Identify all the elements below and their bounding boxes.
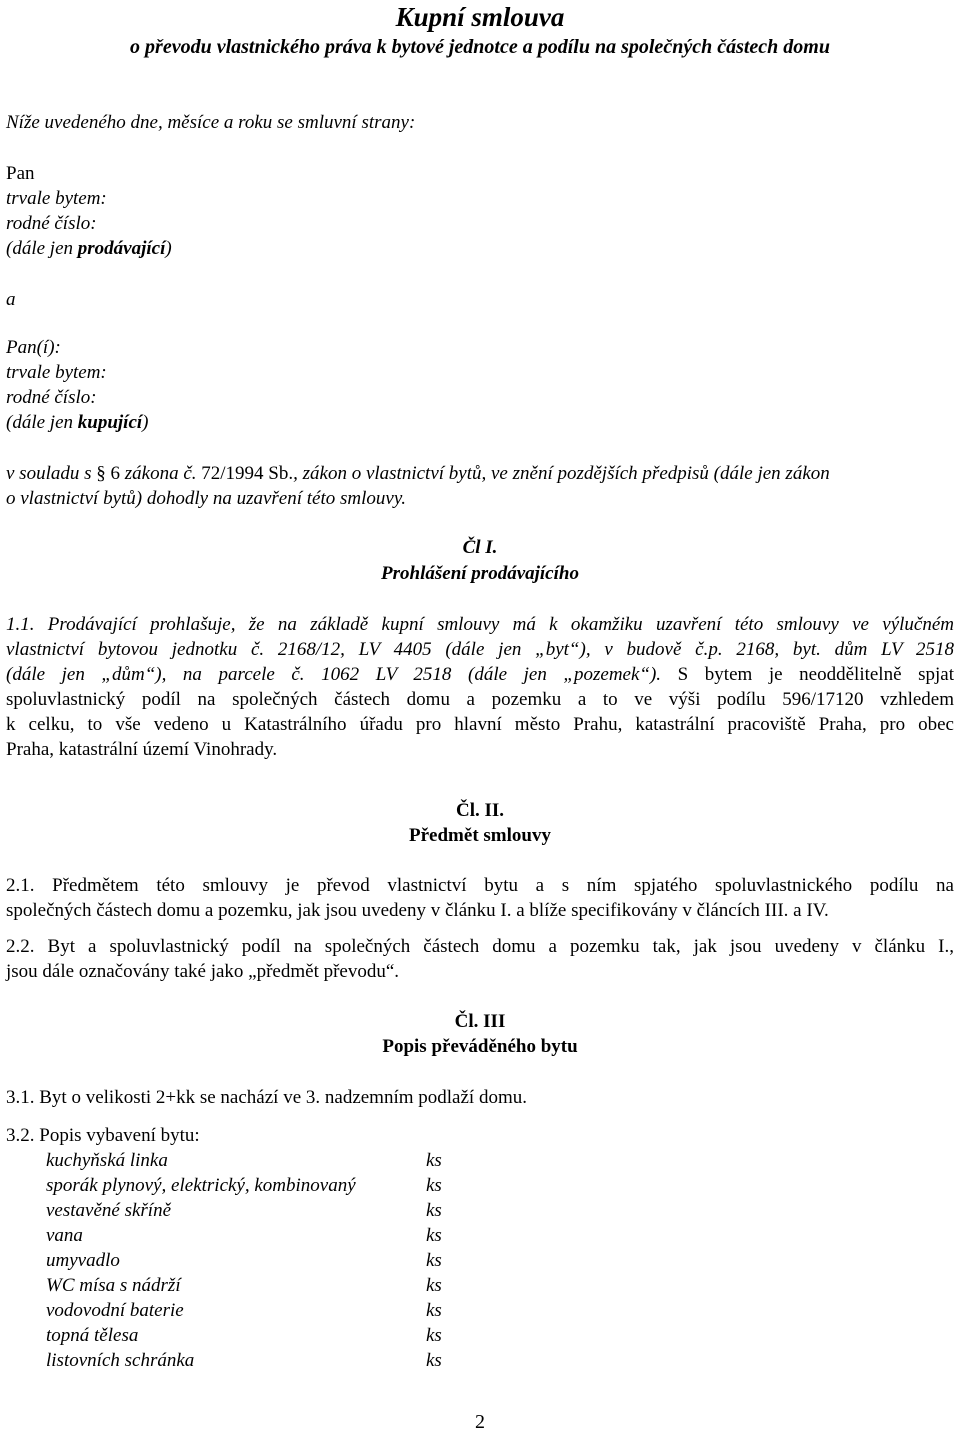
title-block: [6, 2, 954, 60]
article-2-paragraph-2: [6, 934, 954, 984]
paragraph-line: [6, 662, 954, 687]
seller-block: [6, 161, 954, 261]
equipment-unit: ks: [426, 1350, 442, 1371]
article-1-heading: Čl I.: [462, 537, 498, 558]
paragraph-line: k celku, to vše vedeno u Katastrálního úřadu pro hlavní město Prahu, katastrální pracoviště Praha, pro obec: [6, 714, 954, 735]
paragraph-line: společných částech domu a pozemku, jak jsou uvedeny v článku I. a blíže specifikovány v článcích III. a IV.: [6, 900, 829, 921]
article-1-subheading: Prohlášení prodávajícího: [381, 563, 579, 584]
seller-line: trvale bytem:: [6, 188, 107, 209]
list-item: [46, 1273, 466, 1298]
document-subtitle: o převodu vlastnického práva k bytové jednotce a podílu na společných částech domu: [130, 36, 830, 58]
equipment-name: vestavěné skříně: [46, 1200, 172, 1221]
and-text: a: [6, 289, 16, 310]
text-run: S bytem je neoddělitelně spjat: [661, 664, 954, 685]
paragraph-line: vlastnictví bytovou jednotku č. 2168/12, LV 4405 (dále jen „byt“), v budově č.p. 2168, byt. dům LV 2518: [6, 639, 954, 660]
paragraph-line: spoluvlastnický podíl na společných částech domu a pozemku a to ve výši podílu 596/17120 vzhledem: [6, 689, 954, 710]
equipment-unit: ks: [426, 1325, 442, 1346]
equipment-name: vodovodní baterie: [46, 1300, 184, 1321]
list-item: [46, 1148, 466, 1173]
list-item: [46, 1198, 466, 1223]
article-3-paragraph-1: 3.1. Byt o velikosti 2+kk se nachází ve 3. nadzemním podlaží domu.: [6, 1087, 527, 1108]
intro-text: Níže uvedeného dne, měsíce a roku se smluvní strany:: [6, 112, 416, 133]
article-2-subheading: Předmět smlouvy: [409, 825, 551, 846]
role-prefix: (dále jen: [6, 238, 78, 259]
equipment-name: topná tělesa: [46, 1325, 139, 1346]
equipment-unit: ks: [426, 1250, 442, 1271]
text-run: 6: [105, 463, 125, 484]
agreement-line: o vlastnictví bytů) dohodly na uzavření této smlouvy.: [6, 488, 406, 509]
seller-line: Pan: [6, 163, 35, 184]
seller-line: rodné číslo:: [6, 213, 97, 234]
role-suffix: ): [142, 412, 149, 433]
list-item: [46, 1248, 466, 1273]
agreement-paragraph: [6, 461, 954, 511]
buyer-block: [6, 335, 954, 435]
paragraph-line: 2.2. Byt a spoluvlastnický podíl na společných částech domu a pozemku tak, jak jsou uvedeny v článku I.,: [6, 936, 954, 957]
article-3-heading: Čl. III: [454, 1011, 506, 1032]
agreement-line: [6, 461, 954, 486]
role-name: prodávající: [77, 238, 166, 259]
paragraph-line: jsou dále označovány také jako „předmět převodu“.: [6, 961, 400, 982]
equipment-name: listovních schránka: [46, 1350, 195, 1371]
list-item: [46, 1323, 466, 1348]
equipment-name: umyvadlo: [46, 1250, 120, 1271]
article-2-heading: Čl. II.: [455, 800, 505, 821]
document-title: Kupní smlouva: [395, 2, 565, 32]
buyer-line: trvale bytem:: [6, 362, 107, 383]
equipment-unit: ks: [426, 1275, 442, 1296]
equipment-unit: ks: [426, 1175, 442, 1196]
equipment-unit: ks: [426, 1150, 442, 1171]
paragraph-line: 1.1. Prodávající prohlašuje, že na základě kupní smlouvy má k okamžiku uzavření této smlouvy ve výlučném: [6, 614, 954, 635]
text-run: zákona č.: [124, 463, 202, 484]
equipment-name: sporák plynový, elektrický, kombinovaný: [46, 1175, 356, 1196]
text-run: , zákon o vlastnictví bytů, ve znění pozdějších předpisů (dále jen zákon: [293, 463, 830, 484]
list-item: [46, 1298, 466, 1323]
article-3-subheading: Popis převáděného bytu: [382, 1036, 578, 1057]
equipment-unit: ks: [426, 1200, 442, 1221]
buyer-line: Pan(í):: [6, 337, 61, 358]
list-item: [46, 1348, 466, 1373]
paragraph-line: 2.1. Předmětem této smlouvy je převod vlastnictví bytu a s ním spjatého spoluvlastnického podílu na: [6, 875, 954, 896]
text-run: 72/1994 Sb.: [201, 463, 294, 484]
article-1-paragraph: [6, 612, 954, 762]
role-name: kupující: [77, 412, 143, 433]
text-run: v souladu s: [6, 463, 97, 484]
article-3-paragraph-2: 3.2. Popis vybavení bytu:: [6, 1125, 200, 1146]
page-number: 2: [475, 1411, 485, 1433]
role-suffix: ): [165, 238, 172, 259]
buyer-role: [6, 410, 954, 435]
text-run: (dále jen „dům“), na parcele č. 1062 LV 2518 (dále jen „pozemek“).: [6, 664, 662, 685]
seller-role: [6, 236, 954, 261]
list-item: [46, 1173, 466, 1198]
equipment-unit: ks: [426, 1225, 442, 1246]
buyer-line: rodné číslo:: [6, 387, 97, 408]
article-2-paragraph-1: [6, 873, 954, 923]
equipment-name: vana: [46, 1225, 83, 1246]
role-prefix: (dále jen: [6, 412, 78, 433]
equipment-unit: ks: [426, 1300, 442, 1321]
equipment-name: WC mísa s nádrží: [46, 1275, 181, 1296]
list-item: [46, 1223, 466, 1248]
text-run: §: [96, 463, 106, 484]
equipment-name: kuchyňská linka: [46, 1150, 168, 1171]
paragraph-line: Praha, katastrální území Vinohrady.: [6, 739, 278, 760]
